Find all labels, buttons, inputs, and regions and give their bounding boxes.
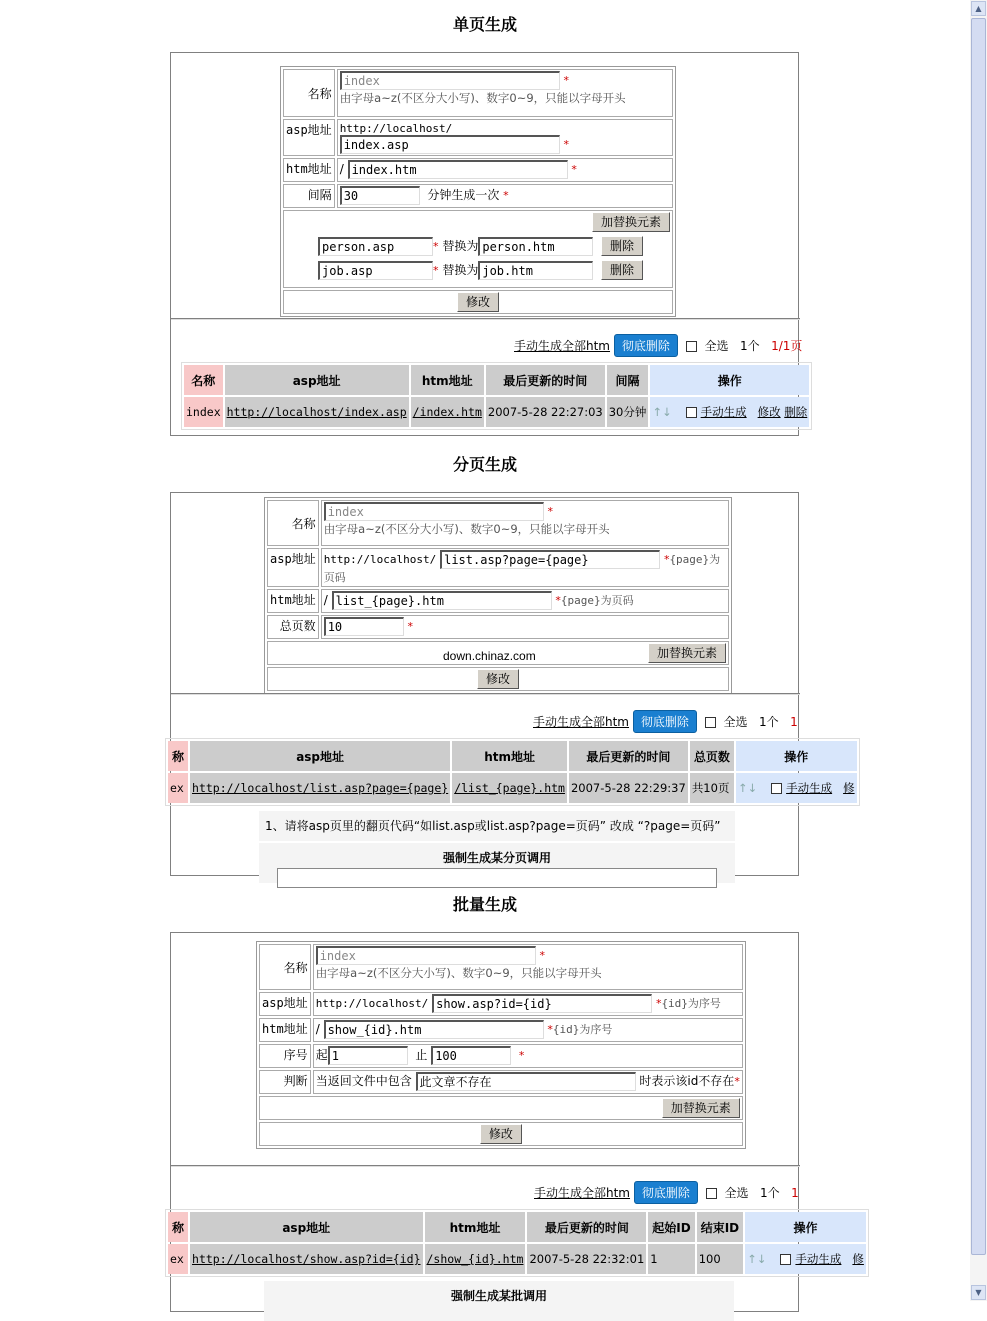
interval-input[interactable]: 30: [340, 186, 420, 205]
delete-replace-button[interactable]: 删除: [601, 260, 643, 280]
modify-button[interactable]: 修改: [457, 292, 499, 312]
move-arrows[interactable]: ↑↓: [652, 405, 672, 419]
seq-label: 序号: [259, 1044, 311, 1068]
asp-input[interactable]: show.asp?id={id}: [432, 994, 652, 1013]
page-indicator: 1/1页: [771, 339, 803, 353]
judge-label: 判断: [259, 1070, 311, 1094]
replace-from-input[interactable]: job.asp: [318, 261, 433, 280]
judge-prefix: 当返回文件中包含: [315, 1074, 412, 1088]
required-mark: *: [503, 189, 509, 202]
force-title: 强制生成某批调用: [450, 1289, 547, 1303]
select-all-label: 全选: [704, 339, 729, 353]
paged-force-box: [259, 843, 735, 883]
manual-link[interactable]: 手动生成: [786, 781, 833, 795]
batch-toolbar: [534, 1181, 799, 1204]
row-htm-link[interactable]: /list_{page}.htm: [454, 781, 565, 795]
divider: [171, 1165, 800, 1167]
slash: /: [339, 162, 344, 176]
watermark: down.chinaz.com: [443, 649, 536, 663]
paged-note: 1、请将asp页里的翻页代码“如list.asp或list.asp?page=页码” 改成 “?page=页码”: [259, 811, 735, 841]
htm-input[interactable]: show_{id}.htm: [324, 1020, 544, 1039]
required-mark: *: [555, 594, 561, 607]
divider: [171, 318, 800, 320]
paged-title: 分页生成: [452, 455, 517, 474]
name-label: 名称: [259, 944, 311, 990]
select-all-checkbox[interactable]: [706, 1188, 717, 1199]
scroll-down-icon[interactable]: ▼: [971, 1285, 986, 1300]
required-mark: *: [547, 505, 554, 518]
col-interval: 间隔: [607, 365, 649, 395]
slash: /: [315, 1022, 320, 1036]
from-input[interactable]: 1: [328, 1046, 408, 1065]
required-mark: *: [407, 620, 414, 633]
required-mark: *: [433, 264, 439, 277]
paged-toolbar: [533, 710, 798, 733]
judge-input[interactable]: 此文章不存在: [416, 1072, 636, 1091]
batch-title: 批量生成: [452, 895, 517, 914]
required-mark: *: [518, 1049, 525, 1062]
name-hint: 由字母a~z(不区分大小写)、数字0~9，只能以字母开头: [323, 522, 610, 536]
col-asp: asp地址: [190, 1212, 422, 1242]
col-time: 最后更新的时间: [569, 741, 688, 771]
name-hint: 由字母a~z(不区分大小写)、数字0~9，只能以字母开头: [315, 966, 602, 980]
purge-button[interactable]: 彻底删除: [614, 334, 678, 357]
batch-form: [256, 941, 746, 1149]
edit-link[interactable]: 修: [843, 781, 855, 795]
htm-label: htm地址: [283, 158, 335, 182]
from-label: 起: [315, 1048, 328, 1062]
item-count: 1个: [759, 1186, 780, 1200]
asp-hint: {page}为页码: [323, 553, 721, 584]
table-row: [168, 773, 857, 803]
paged-panel: [170, 492, 855, 876]
manual-all-link[interactable]: 手动生成全部htm: [534, 1186, 631, 1200]
required-mark: *: [734, 1075, 740, 1088]
row-time: 2007-5-28 22:27:03: [486, 397, 605, 427]
delete-link[interactable]: 删除: [784, 405, 808, 419]
delete-replace-button[interactable]: 删除: [601, 236, 643, 256]
single-toolbar: [514, 334, 802, 357]
name-input[interactable]: index: [324, 502, 544, 521]
batch-force-box: [264, 1281, 734, 1321]
row-name: index: [184, 397, 223, 427]
col-htm: htm地址: [425, 1212, 526, 1242]
row-name: ex: [168, 1244, 188, 1274]
col-asp: asp地址: [225, 365, 409, 395]
col-end-id: 结束ID: [697, 1212, 743, 1242]
host-prefix: http://localhost/: [323, 553, 437, 566]
row-total: 共10页: [690, 773, 734, 803]
row-interval: 30分钟: [607, 397, 649, 427]
col-htm: htm地址: [411, 365, 484, 395]
row-checkbox[interactable]: [686, 407, 697, 418]
select-all-checkbox[interactable]: [705, 717, 716, 728]
paged-form: [264, 497, 732, 694]
asp-label: asp地址: [259, 992, 311, 1016]
col-htm: htm地址: [452, 741, 567, 771]
col-name: 称: [168, 1212, 188, 1242]
row-htm-link[interactable]: /index.htm: [412, 405, 482, 419]
move-arrows[interactable]: ↑↓: [747, 1252, 767, 1266]
vertical-scrollbar[interactable]: [970, 0, 987, 1301]
total-pages-input[interactable]: 10: [324, 617, 404, 636]
row-htm-link[interactable]: /show_{id}.htm: [426, 1252, 524, 1266]
asp-label: asp地址: [283, 119, 335, 156]
replace-to-input[interactable]: person.htm: [478, 237, 593, 256]
col-op: 操作: [745, 1212, 866, 1242]
purge-button[interactable]: 彻底删除: [634, 1181, 698, 1204]
add-replace-button[interactable]: 加替换元素: [662, 1098, 740, 1118]
scroll-up-icon[interactable]: ▲: [971, 1, 986, 16]
col-asp: asp地址: [190, 741, 450, 771]
host-prefix: http://localhost/: [339, 122, 453, 135]
name-input[interactable]: index: [316, 946, 536, 965]
asp-input[interactable]: index.asp: [340, 135, 560, 154]
page-indicator: 1: [791, 1186, 799, 1200]
move-arrows[interactable]: ↑↓: [737, 781, 758, 795]
to-input[interactable]: 100: [431, 1046, 511, 1065]
purge-button[interactable]: 彻底删除: [633, 710, 697, 733]
table-row: [168, 1244, 866, 1274]
manual-link[interactable]: 手动生成: [795, 1252, 842, 1266]
htm-input[interactable]: list_{page}.htm: [332, 591, 552, 610]
modify-button[interactable]: 修改: [477, 669, 519, 689]
asp-label: asp地址: [267, 548, 319, 587]
judge-suffix: 时表示该id不存在: [639, 1074, 735, 1088]
divider: [171, 693, 800, 695]
name-label: 名称: [283, 69, 335, 117]
row-time: 2007-5-28 22:29:37: [569, 773, 688, 803]
htm-input[interactable]: index.htm: [348, 160, 568, 179]
name-label: 名称: [267, 500, 319, 546]
col-time: 最后更新的时间: [527, 1212, 646, 1242]
select-all-label: 全选: [724, 1186, 749, 1200]
manual-all-link[interactable]: 手动生成全部htm: [514, 339, 611, 353]
required-mark: *: [539, 949, 546, 962]
add-replace-button[interactable]: 加替换元素: [592, 212, 670, 232]
single-form: [280, 66, 676, 317]
asp-input[interactable]: list.asp?page={page}: [440, 550, 660, 569]
required-mark: *: [663, 553, 670, 566]
edit-link[interactable]: 修: [852, 1252, 864, 1266]
force-title: 强制生成某分页调用: [442, 851, 551, 865]
batch-panel: [170, 932, 864, 1312]
required-mark: *: [433, 240, 439, 253]
interval-unit: 分钟生成一次: [427, 188, 500, 202]
required-mark: *: [571, 163, 577, 176]
col-op: 操作: [736, 741, 857, 771]
asp-hint: {id}为序号: [661, 997, 721, 1010]
required-mark: *: [655, 997, 662, 1010]
htm-label: htm地址: [267, 589, 319, 613]
row-asp-link[interactable]: http://localhost/show.asp?id={id}: [192, 1252, 421, 1266]
page-indicator: 1: [790, 715, 798, 729]
replace-with-label: 替换为: [442, 263, 479, 277]
host-prefix: http://localhost/: [315, 997, 429, 1010]
row-checkbox[interactable]: [780, 1254, 791, 1265]
force-code-textarea[interactable]: [277, 868, 717, 888]
add-replace-button[interactable]: 加替换元素: [648, 643, 726, 663]
item-count: 1个: [739, 339, 760, 353]
to-label: 止: [415, 1048, 428, 1062]
single-title: 单页生成: [452, 15, 517, 34]
col-total-pages: 总页数: [690, 741, 734, 771]
row-end-id: 100: [697, 1244, 743, 1274]
item-count: 1个: [758, 715, 779, 729]
htm-hint: {id}为序号: [552, 1023, 613, 1036]
interval-label: 间隔: [283, 184, 335, 208]
select-all-label: 全选: [723, 715, 748, 729]
replace-to-input[interactable]: job.htm: [478, 261, 593, 280]
row-asp-link[interactable]: http://localhost/list.asp?page={page}: [192, 781, 449, 795]
col-name: 称: [168, 741, 188, 771]
col-time: 最后更新的时间: [486, 365, 605, 395]
required-mark: *: [563, 138, 570, 151]
manual-all-link[interactable]: 手动生成全部htm: [533, 715, 630, 729]
scroll-thumb[interactable]: [971, 18, 986, 1255]
col-op: 操作: [650, 365, 809, 395]
col-start-id: 起始ID: [648, 1212, 694, 1242]
required-mark: *: [563, 74, 570, 87]
row-name: ex: [168, 773, 188, 803]
name-hint: 由字母a~z(不区分大小写)、数字0~9，只能以字母开头: [339, 91, 626, 105]
htm-hint: {page}为页码: [560, 594, 634, 607]
paged-list: [165, 738, 860, 806]
row-time: 2007-5-28 22:32:01: [527, 1244, 646, 1274]
single-list: [181, 362, 812, 430]
manual-link[interactable]: 手动生成: [700, 405, 747, 419]
total-pages-label: 总页数: [267, 615, 319, 639]
row-start-id: 1: [648, 1244, 694, 1274]
modify-button[interactable]: 修改: [480, 1124, 522, 1144]
col-name: 名称: [184, 365, 223, 395]
replace-from-input[interactable]: person.asp: [318, 237, 433, 256]
name-input[interactable]: index: [340, 71, 560, 90]
row-checkbox[interactable]: [771, 783, 782, 794]
row-asp-link[interactable]: http://localhost/index.asp: [226, 405, 407, 419]
htm-label: htm地址: [259, 1018, 311, 1042]
slash: /: [323, 593, 328, 607]
edit-link[interactable]: 修改: [757, 405, 781, 419]
table-row: [184, 397, 809, 427]
batch-list: [165, 1209, 869, 1277]
required-mark: *: [547, 1023, 553, 1036]
select-all-checkbox[interactable]: [686, 341, 697, 352]
replace-with-label: 替换为: [442, 239, 479, 253]
single-panel: [170, 52, 808, 436]
